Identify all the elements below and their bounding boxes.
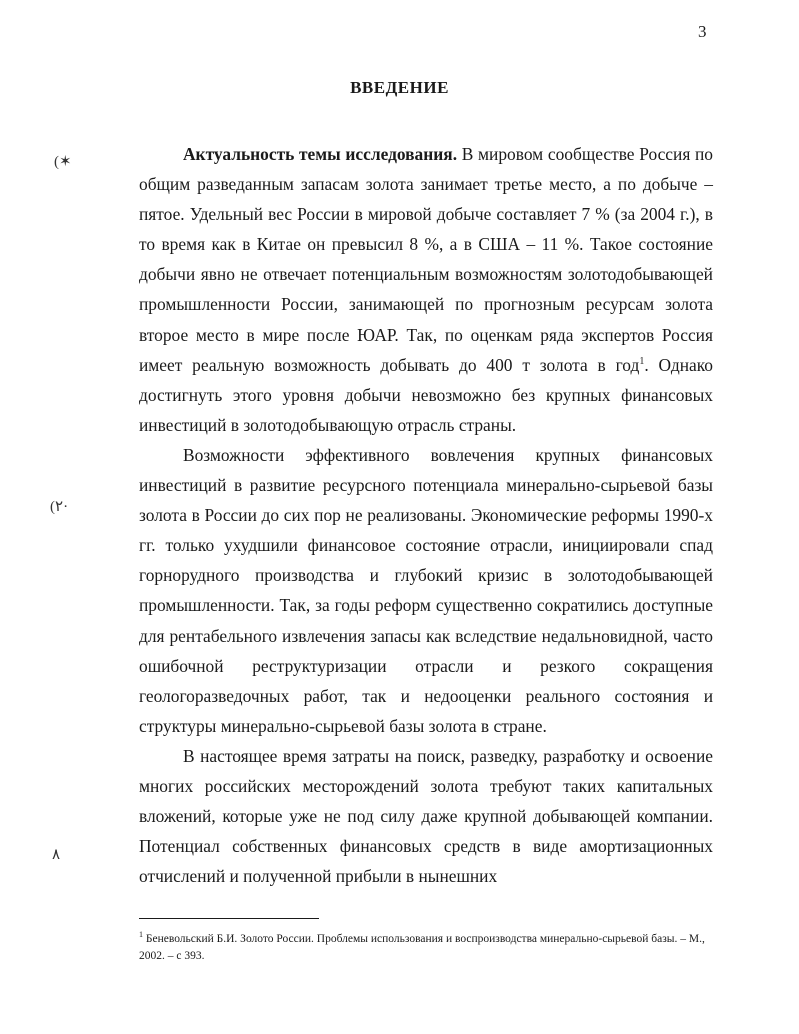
body-text [139,139,713,891]
margin-mark: (✶ [54,154,72,170]
paragraph-lead: Актуальность темы исследования. [183,144,458,164]
page-number: 3 [698,22,707,41]
page-title: ВВЕДЕНИЕ [350,78,449,97]
margin-mark: ٨ [52,847,61,863]
paragraph: В настоящее время затраты на поиск, разведку, разработку и освоение многих российских месторождений золота требуют таких капитальных вложений, которые уже не под силу даже крупной добывающей компании. Потенциал собственных финансовых средств в виде амортизационных отчислений и полученной прибыли в нынешних [139,745,713,887]
footnote-number: 1 [139,930,143,939]
footnote-divider [139,918,319,919]
paragraph-text: В мировом сообществе Россия по общим разведанным запасам золота занимает третье место, а по добыче – пятое. Удельный вес России в мировой добыче составляет 7 % (за 2004 г.), в то время как в Китае он превысил 8 %, а в США – 11 %. Такое состояние добычи явно не отвечает потенциальным возможностям золотодобывающей промышленности России, занимающей по прогнозным ресурсам золота второе место в мире после ЮАР. Так, по оценкам ряда экспертов Россия имеет реальную возможность добывать до 400 т золота в год [139,144,714,375]
margin-mark: (٢· [50,499,69,515]
footnote-reference[interactable]: 1 [639,355,645,367]
footnote [139,926,713,965]
paragraph [139,139,713,440]
paragraph: Возможности эффективного вовлечения крупных финансовых инвестиций в развитие ресурсного потенциала минерально-сырьевой базы золота в России до сих пор не реализованы. Экономические реформы 1990-х гг. только ухудшили финансовое состояние отрасли, инициировали спад горнорудного производства и глубокий кризис в золотодобывающей промышленности. Так, за годы реформ существенно сократились доступные для рентабельного извлечения запасы как вследствие недальновидной, часто ошибочной реструктуризации отрасли и резкого сокращения геологоразведочных работ, так и недооценки реального состояния и структуры минерально-сырьевой базы золота в стране. [139,444,713,736]
footnote-text: Беневольский Б.И. Золото России. Проблемы использования и воспроизводства минерально-сырьевой базы. – М., 2002. – с 393. [139,932,705,962]
paragraph-text: . Однако достигнуть этого уровня добычи невозможно без крупных финансовых инвестиций в золотодобывающую отрасль страны. [139,354,713,435]
